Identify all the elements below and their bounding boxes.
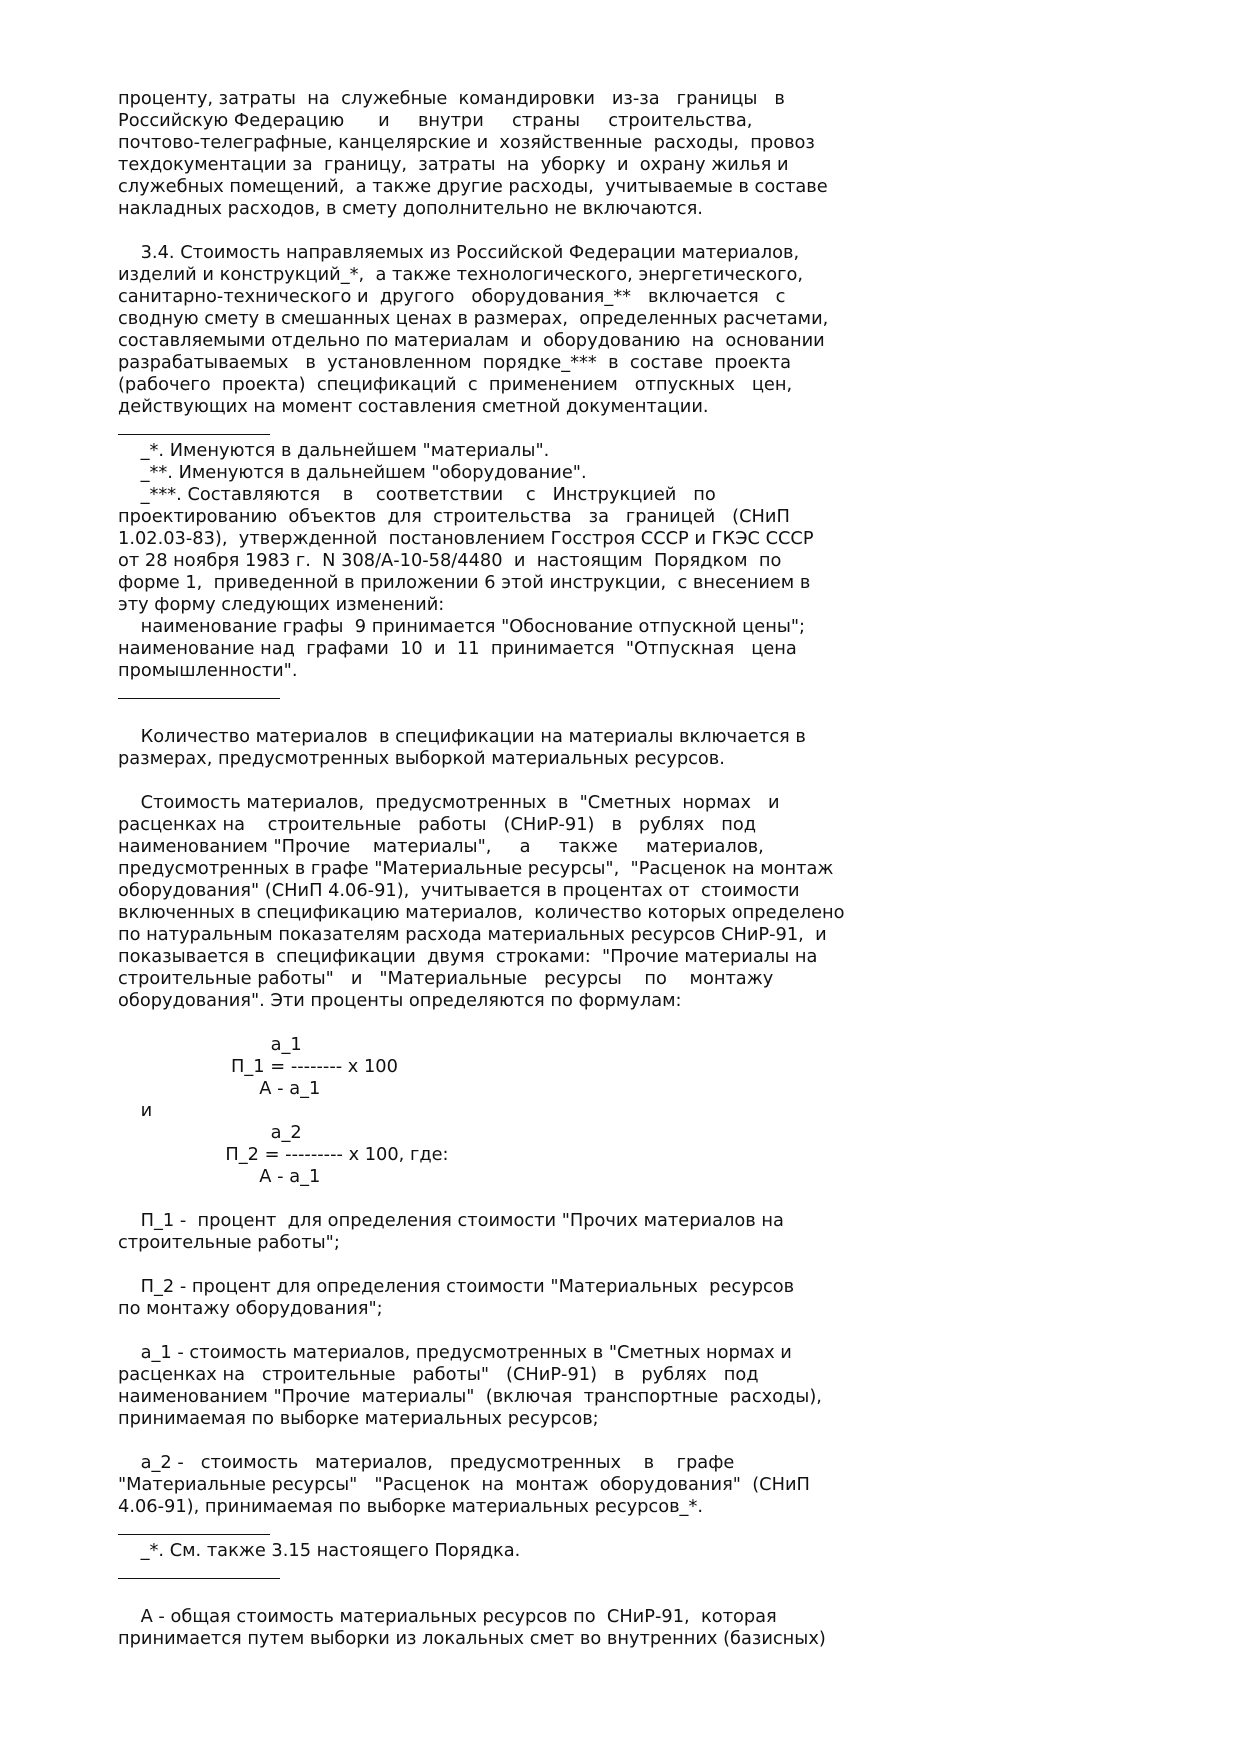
text-line: предусмотренных в графе "Материальные ресурсы", "Расценок на монтаж	[118, 858, 834, 879]
blank-line	[118, 1254, 1128, 1276]
text-line: наименование графы 9 принимается "Обоснование отпускной цены";	[118, 616, 806, 637]
text-line: эту форму следующих изменений:	[118, 594, 445, 615]
text-line: П_1 = -------- х 100	[118, 1056, 398, 1077]
blank-line	[118, 1188, 1128, 1210]
text-line: строительные работы" и "Материальные ресурсы по монтажу	[118, 968, 774, 989]
text-line: П_1 - процент для определения стоимости "Прочих материалов на	[118, 1210, 784, 1231]
text-line: промышленности".	[118, 660, 298, 681]
text-line: проценту, затраты на служебные командировки из-за границы в	[118, 88, 785, 109]
text-line: _*. См. также 3.15 настоящего Порядка.	[118, 1540, 521, 1561]
blank-line	[118, 220, 1128, 242]
text-line: Российскую Федерацию и внутри страны строительства,	[118, 110, 753, 131]
text-line: санитарно-технического и другого оборудования_** включается с	[118, 286, 786, 307]
text-line: расценках на строительные работы (СНиР-91) в рублях под	[118, 814, 756, 835]
text-line: изделий и конструкций_*, а также технологического, энергетического,	[118, 264, 803, 285]
text-line: и	[118, 1100, 153, 1121]
text-line: А - общая стоимость материальных ресурсов по СНиР-91, которая	[118, 1606, 777, 1627]
text-line: сводную смету в смешанных ценах в размерах, определенных расчетами,	[118, 308, 829, 329]
text-line: проектированию объектов для строительства за границей (СНиП	[118, 506, 790, 527]
text-line: принимаемая по выборке материальных ресурсов;	[118, 1408, 599, 1429]
text-line: размерах, предусмотренных выборкой материальных ресурсов.	[118, 748, 725, 769]
text-line: 1.02.03-83), утвержденной постановлением Госстроя СССР и ГКЭС СССР	[118, 528, 814, 549]
text-line: оборудования". Эти проценты определяются по формулам:	[118, 990, 682, 1011]
text-line: оборудования" (СНиП 4.06-91), учитывается в процентах от стоимости	[118, 880, 800, 901]
document-page	[118, 88, 1128, 1650]
text-line: по натуральным показателям расхода материальных ресурсов СНиР-91, и	[118, 924, 827, 945]
text-line: форме 1, приведенной в приложении 6 этой инструкции, с внесением в	[118, 572, 811, 593]
blank-line	[118, 1012, 1128, 1034]
text-line: показывается в спецификации двумя строками: "Прочие материалы на	[118, 946, 818, 967]
text-line: наименование над графами 10 и 11 принимается "Отпускная цена	[118, 638, 797, 659]
text-line: от 28 ноября 1983 г. N 308/А-10-58/4480 и настоящим Порядком по	[118, 550, 782, 571]
text-line: 4.06-91), принимаемая по выборке материальных ресурсов_*.	[118, 1496, 703, 1517]
text-line: _*. Именуются в дальнейшем "материалы".	[118, 440, 550, 461]
text-line: а_1 - стоимость материалов, предусмотренных в "Сметных нормах и	[118, 1342, 792, 1363]
text-line: а_2	[118, 1122, 302, 1143]
footnote-separator	[118, 418, 1128, 440]
blank-line	[118, 1584, 1128, 1606]
text-line: "Материальные ресурсы" "Расценок на монтаж оборудования" (СНиП	[118, 1474, 810, 1495]
footnote-separator	[118, 1562, 1128, 1584]
text-line: техдокументации за границу, затраты на уборку и охрану жилья и	[118, 154, 789, 175]
text-line: включенных в спецификацию материалов, количество которых определено	[118, 902, 845, 923]
text-line: действующих на момент составления сметной документации.	[118, 396, 709, 417]
footnote-separator	[118, 1518, 1128, 1540]
footnote-separator	[118, 682, 1128, 704]
text-line: составляемыми отдельно по материалам и оборудованию на основании	[118, 330, 825, 351]
text-line: наименованием "Прочие материалы", а также материалов,	[118, 836, 764, 857]
text-line: а_1	[118, 1034, 302, 1055]
text-line: _**. Именуются в дальнейшем "оборудование".	[118, 462, 587, 483]
text-line: Стоимость материалов, предусмотренных в "Сметных нормах и	[118, 792, 780, 813]
text-line: _***. Составляются в соответствии с Инструкцией по	[118, 484, 716, 505]
blank-line	[118, 704, 1128, 726]
text-line: А - а_1	[118, 1078, 321, 1099]
text-line: А - а_1	[118, 1166, 321, 1187]
text-line: (рабочего проекта) спецификаций с применением отпускных цен,	[118, 374, 793, 395]
text-line: почтово-телеграфные, канцелярские и хозяйственные расходы, провоз	[118, 132, 815, 153]
text-line: по монтажу оборудования";	[118, 1298, 383, 1319]
text-line: расценках на строительные работы" (СНиР-91) в рублях под	[118, 1364, 759, 1385]
text-line: принимается путем выборки из локальных смет во внутренних (базисных)	[118, 1628, 826, 1649]
text-line: а_2 - стоимость материалов, предусмотренных в графе	[118, 1452, 735, 1473]
text-line: 3.4. Стоимость направляемых из Российской Федерации материалов,	[118, 242, 800, 263]
text-line: накладных расходов, в смету дополнительно не включаются.	[118, 198, 703, 219]
text-line: разрабатываемых в установленном порядке_*** в составе проекта	[118, 352, 792, 373]
text-line: строительные работы";	[118, 1232, 340, 1253]
blank-line	[118, 770, 1128, 792]
blank-line	[118, 1430, 1128, 1452]
text-line: П_2 = --------- х 100, где:	[118, 1144, 449, 1165]
text-line: наименованием "Прочие материалы" (включая транспортные расходы),	[118, 1386, 822, 1407]
text-line: П_2 - процент для определения стоимости "Материальных ресурсов	[118, 1276, 795, 1297]
blank-line	[118, 1320, 1128, 1342]
text-line: Количество материалов в спецификации на материалы включается в	[118, 726, 806, 747]
text-line: служебных помещений, а также другие расходы, учитываемые в составе	[118, 176, 828, 197]
